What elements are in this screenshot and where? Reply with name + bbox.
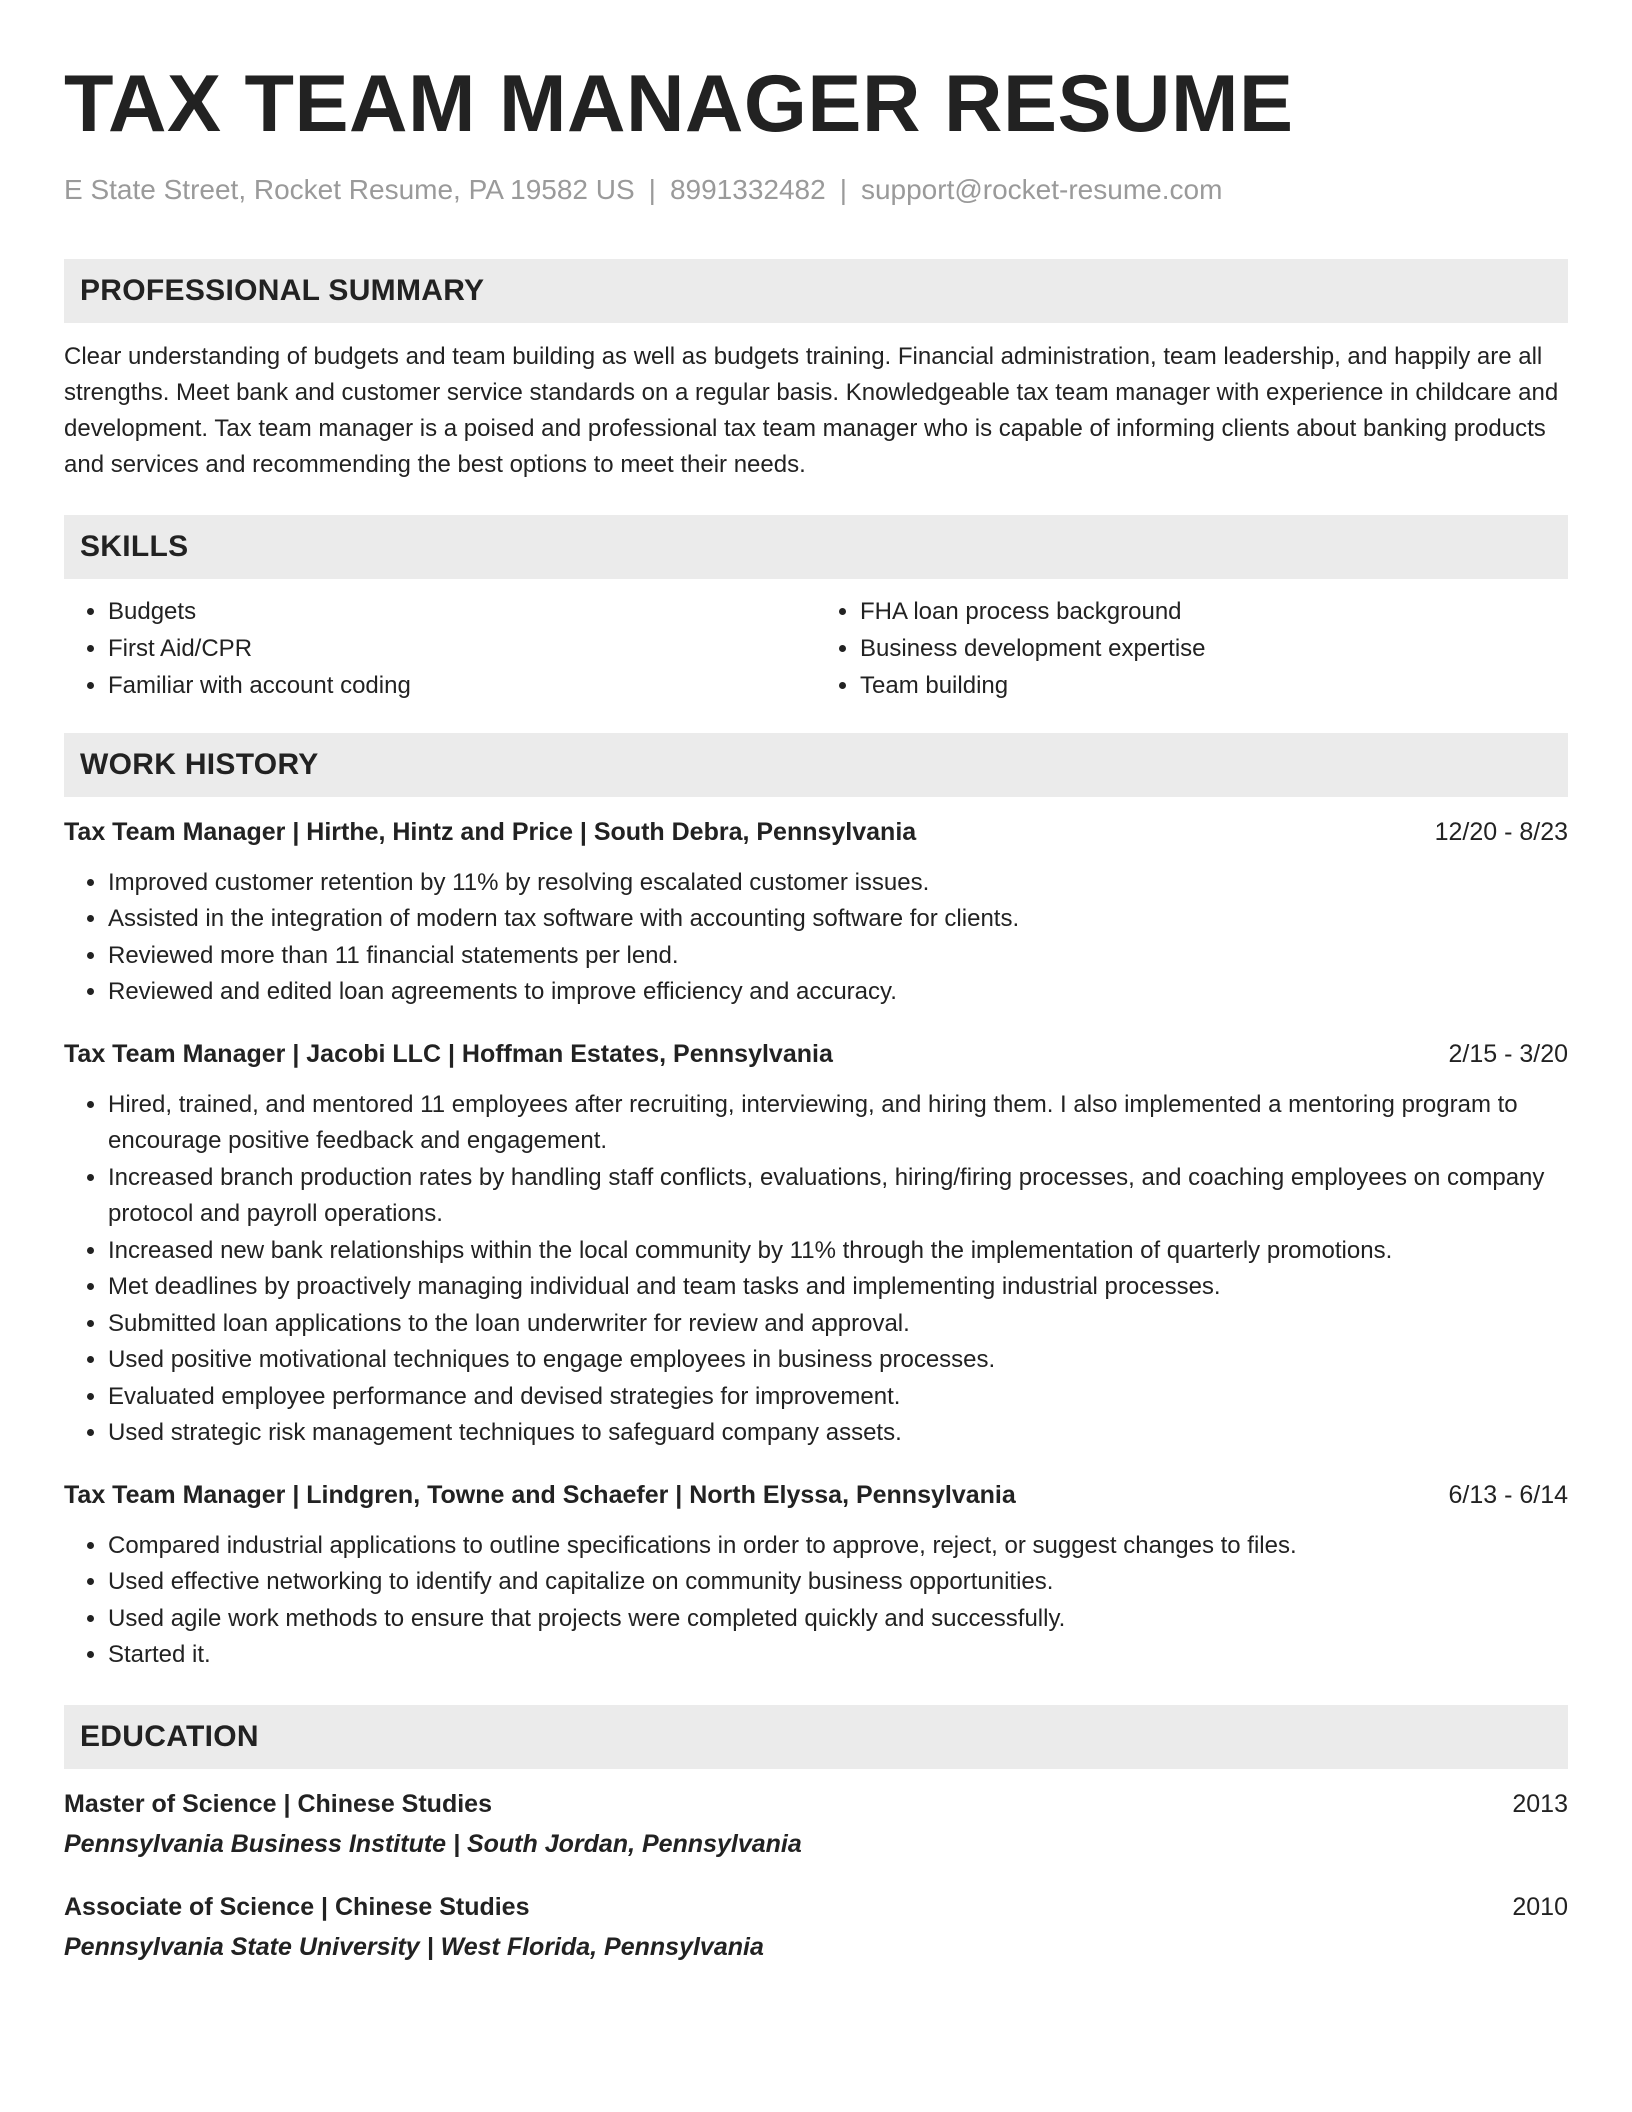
- education-school: Pennsylvania State University | West Florida, Pennsylvania: [64, 1932, 764, 1961]
- job-bullet: • Submitted loan applications to the loan underwriter for review and approval.: [108, 1306, 1568, 1343]
- job-bullet: • Reviewed more than 11 financial statements per lend.: [108, 938, 1568, 975]
- skill-item: • FHA loan process background: [860, 593, 1568, 630]
- summary-text: Clear understanding of budgets and team building as well as budgets training. Financial administration, team leadership, and happily are all strengths. Meet bank and customer service standards on a regular basis. Knowledgeable tax team manager with experience in childcare and development. Tax team manager is a poised and professional tax team manager who is capable of informing clients about banking products and services and recommending the best options to meet their needs.: [64, 342, 1559, 478]
- job-bullet: • Hired, trained, and mentored 11 employees after recruiting, interviewing, and hiring them. I also implemented a mentoring program to encourage positive feedback and engagement.: [108, 1087, 1568, 1160]
- job-bullet: • Used strategic risk management techniques to safeguard company assets.: [108, 1415, 1568, 1452]
- job-bullet: • Assisted in the integration of modern tax software with accounting software for clients.: [108, 901, 1568, 938]
- contact-separator: |: [648, 174, 656, 205]
- skill-item: • First Aid/CPR: [108, 630, 816, 667]
- skills-column-left: [64, 593, 816, 704]
- job-header: [64, 1478, 1568, 1512]
- skills-list: [64, 593, 1568, 704]
- job-dates: 12/20 - 8/23: [1434, 817, 1568, 846]
- job-bullet: • Increased new bank relationships within the local community by 11% through the implementation of quarterly promotions.: [108, 1233, 1568, 1270]
- skill-item: • Familiar with account coding: [108, 667, 816, 704]
- work-history-section-header: WORK HISTORY: [64, 733, 1568, 797]
- job-bullet: • Reviewed and edited loan agreements to improve efficiency and accuracy.: [108, 974, 1568, 1011]
- education-header: [64, 1890, 1568, 1924]
- education-school: Pennsylvania Business Institute | South Jordan, Pennsylvania: [64, 1829, 802, 1858]
- job-bullet: • Evaluated employee performance and devised strategies for improvement.: [108, 1379, 1568, 1416]
- job-title: Tax Team Manager | Hirthe, Hintz and Price | South Debra, Pennsylvania: [64, 817, 917, 846]
- job-dates: 2/15 - 3/20: [1448, 1039, 1568, 1068]
- job-bullet: • Met deadlines by proactively managing individual and team tasks and implementing industrial processes.: [108, 1269, 1568, 1306]
- job-bullet: • Improved customer retention by 11% by resolving escalated customer issues.: [108, 865, 1568, 902]
- job-dates: 6/13 - 6/14: [1448, 1480, 1568, 1509]
- job-title: Tax Team Manager | Jacobi LLC | Hoffman Estates, Pennsylvania: [64, 1039, 833, 1068]
- skill-item: • Budgets: [108, 593, 816, 630]
- contact-email: support@rocket-resume.com: [860, 174, 1223, 205]
- education-year: 2013: [1512, 1789, 1568, 1818]
- skill-item: • Business development expertise: [860, 630, 1568, 667]
- education-degree: Associate of Science | Chinese Studies: [64, 1892, 530, 1921]
- education-degree: Master of Science | Chinese Studies: [64, 1789, 492, 1818]
- job-bullet: • Used effective networking to identify and capitalize on community business opportunities.: [108, 1564, 1568, 1601]
- education-year: 2010: [1512, 1892, 1568, 1921]
- job-bullet: • Started it.: [108, 1637, 1568, 1674]
- job-entry: [64, 1037, 1568, 1452]
- job-bullet: • Used positive motivational techniques to engage employees in business processes.: [108, 1342, 1568, 1379]
- job-header: [64, 1037, 1568, 1071]
- contact-separator: |: [839, 174, 847, 205]
- contact-address: E State Street, Rocket Resume, PA 19582 US: [64, 174, 635, 205]
- job-bullets: [64, 1528, 1568, 1674]
- job-header: [64, 815, 1568, 849]
- contact-phone: 8991332482: [669, 174, 826, 205]
- education-section-header: EDUCATION: [64, 1705, 1568, 1769]
- job-bullet: • Used agile work methods to ensure that projects were completed quickly and successfully.: [108, 1601, 1568, 1638]
- job-entry: [64, 1478, 1568, 1674]
- education-entry: [64, 1890, 1568, 1964]
- education-entry: [64, 1787, 1568, 1861]
- skill-item: • Team building: [860, 667, 1568, 704]
- education-header: [64, 1787, 1568, 1821]
- job-entry: [64, 815, 1568, 1011]
- resume-title: TAX TEAM MANAGER RESUME: [64, 59, 1294, 149]
- skills-column-right: [816, 593, 1568, 704]
- job-bullet: • Increased branch production rates by handling staff conflicts, evaluations, hiring/firing processes, and coaching employees on company protocol and payroll operations.: [108, 1160, 1568, 1233]
- summary-section-header: PROFESSIONAL SUMMARY: [64, 259, 1568, 323]
- job-bullets: [64, 1087, 1568, 1452]
- contact-line: [64, 173, 1568, 207]
- skills-section-header: SKILLS: [64, 515, 1568, 579]
- job-bullet: • Compared industrial applications to outline specifications in order to approve, reject, or suggest changes to files.: [108, 1528, 1568, 1565]
- job-title: Tax Team Manager | Lindgren, Towne and Schaefer | North Elyssa, Pennsylvania: [64, 1480, 1016, 1509]
- job-bullets: [64, 865, 1568, 1011]
